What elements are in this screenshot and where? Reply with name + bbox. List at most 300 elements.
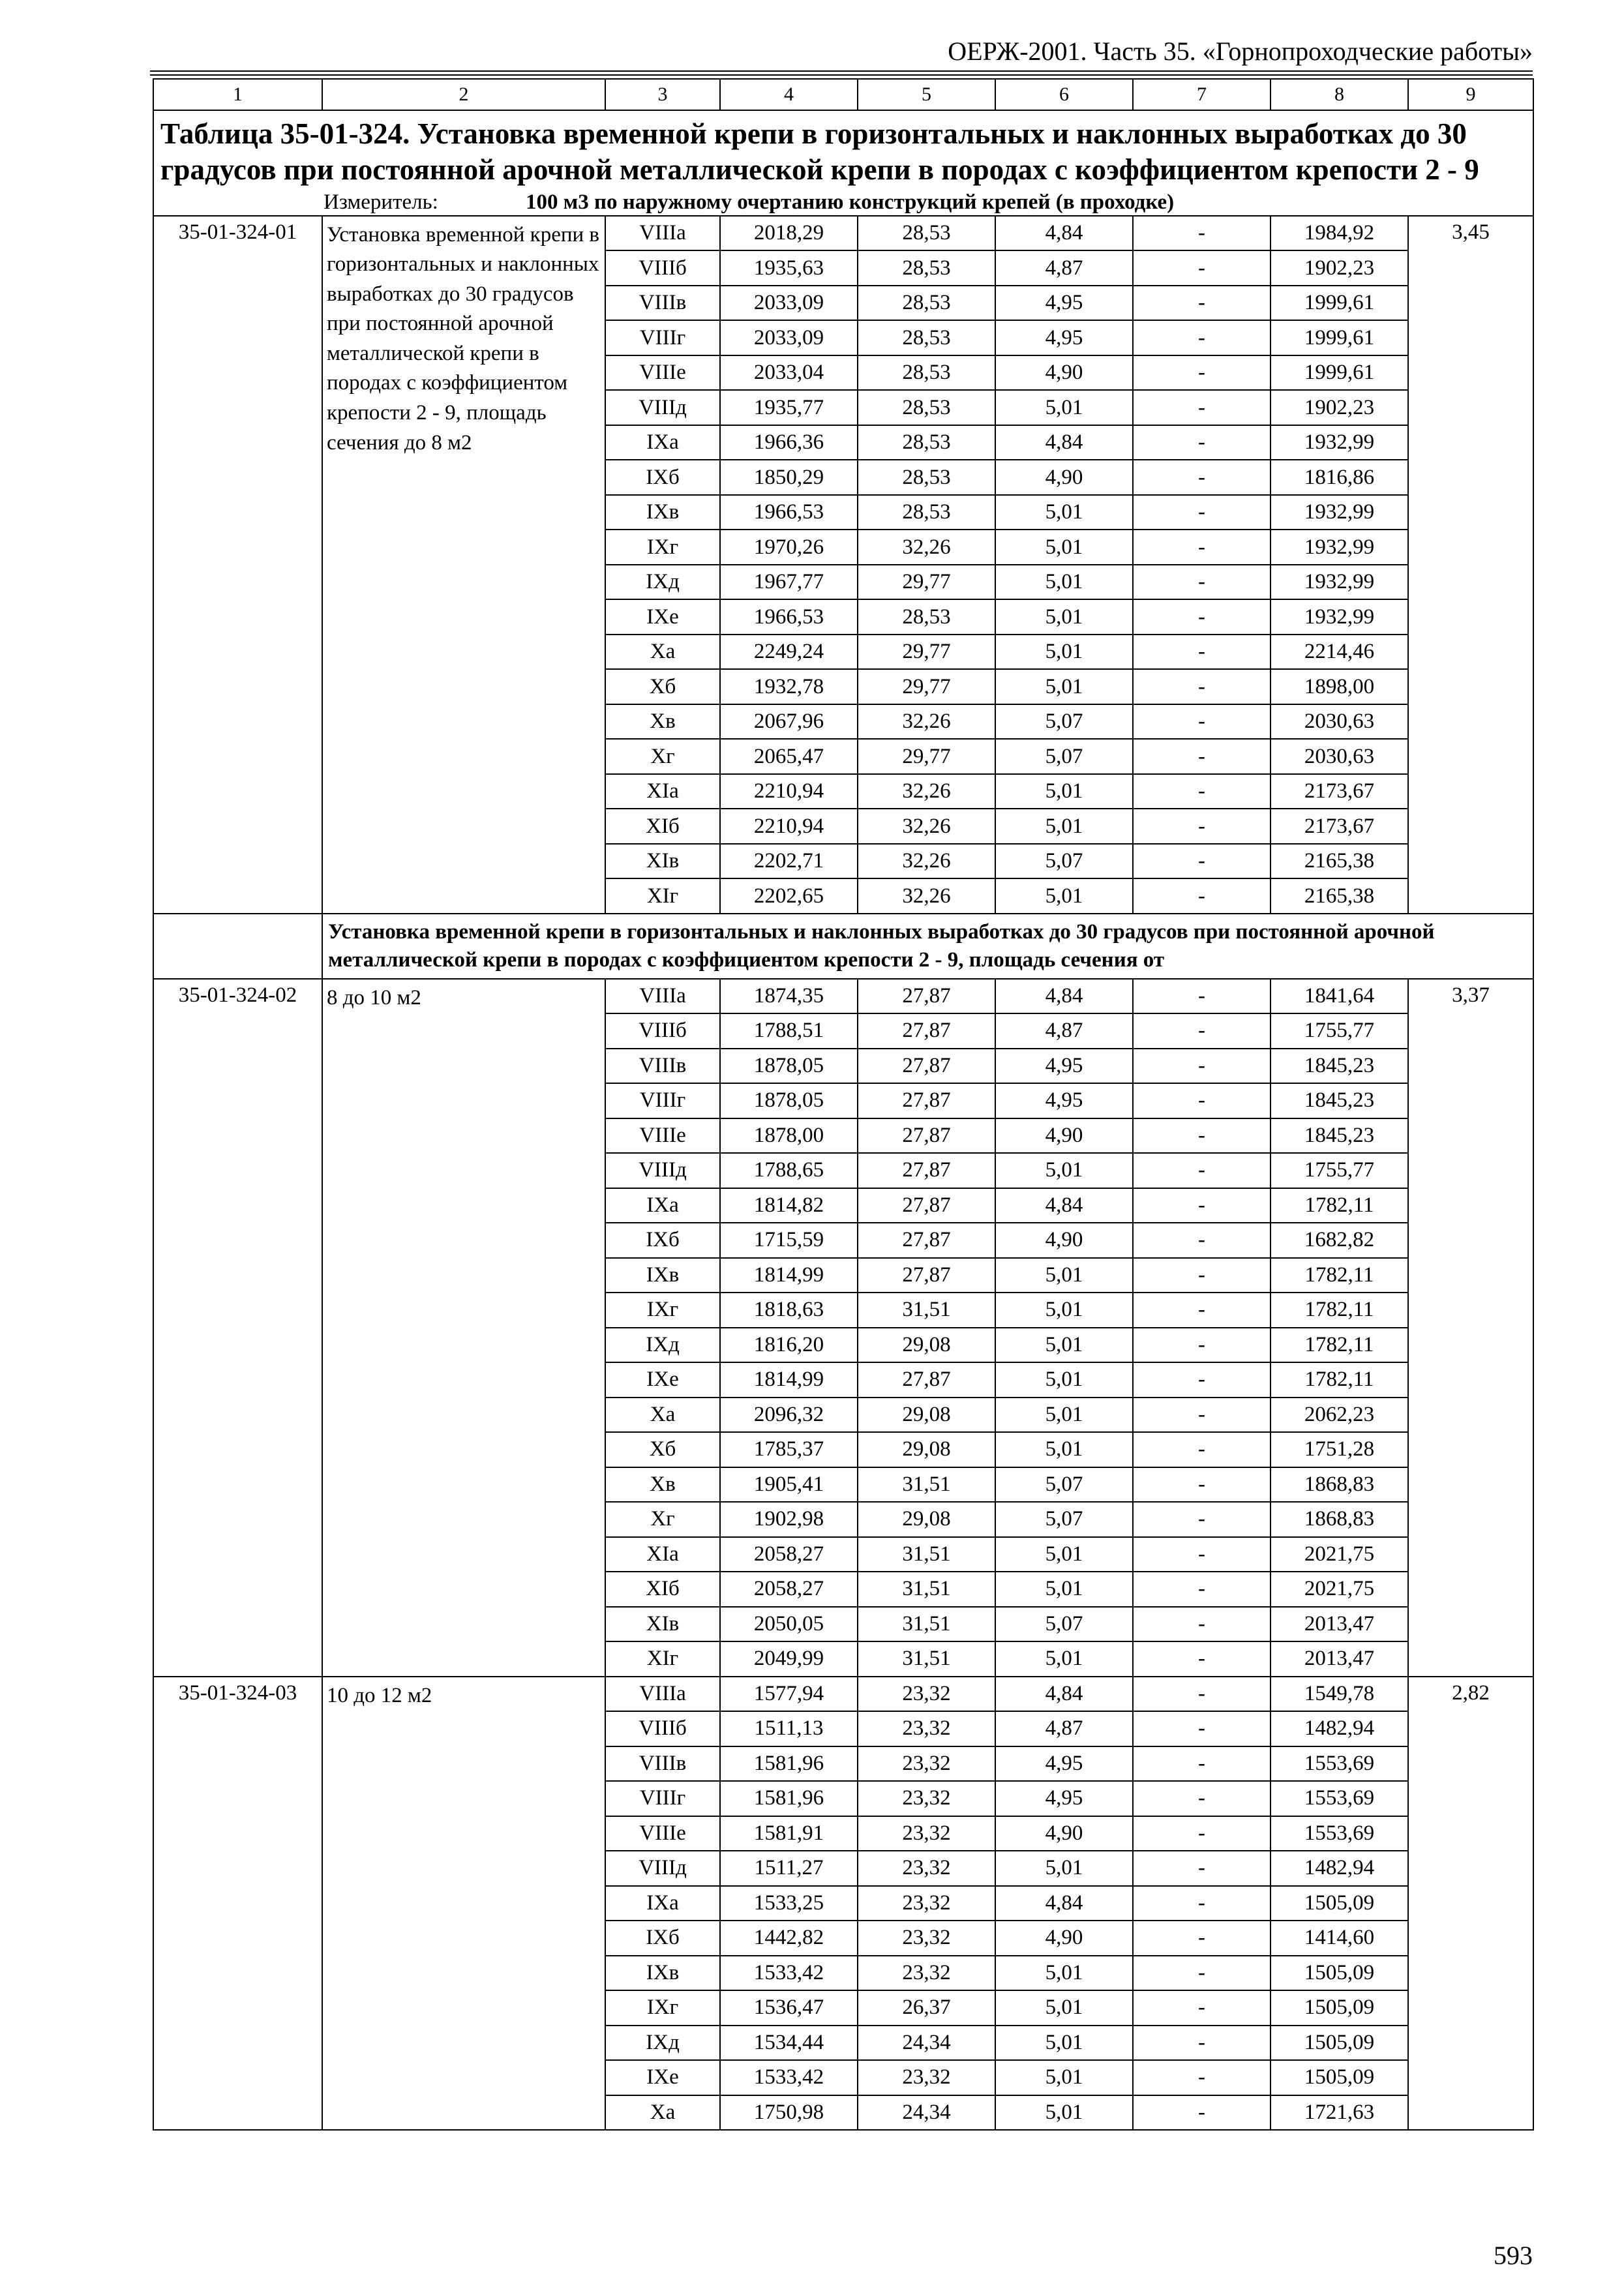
driver-wages: -	[1133, 1467, 1271, 1503]
machine-cost: 5,01	[995, 1641, 1133, 1677]
rock-category: XIа	[605, 774, 720, 809]
rate-description: Установка временной крепи в горизонтальных и наклонных выработках до 30 градусов при постоянной арочной металлической крепи в породах с коэффициентом крепости 2 - 9, площадь сечения до 8 м2	[322, 216, 605, 914]
rock-category: Xа	[605, 1398, 720, 1433]
total-cost: 1902,98	[720, 1502, 858, 1537]
labor-coef: 3,37	[1408, 979, 1533, 1677]
materials-cost: 2013,47	[1271, 1607, 1408, 1642]
machine-cost: 5,01	[995, 1258, 1133, 1293]
total-cost: 1878,00	[720, 1118, 858, 1154]
column-number: 4	[720, 79, 858, 110]
rock-category: Xв	[605, 704, 720, 740]
materials-cost: 1782,11	[1271, 1328, 1408, 1363]
column-number: 7	[1133, 79, 1271, 110]
rock-category: Xб	[605, 669, 720, 704]
machine-cost: 5,01	[995, 530, 1133, 565]
rock-category: IXб	[605, 1921, 720, 1956]
machine-cost: 4,90	[995, 1816, 1133, 1851]
wages: 32,26	[858, 530, 995, 565]
page-header: ОЕРЖ-2001. Часть 35. «Горнопроходческие работы»	[948, 37, 1533, 66]
materials-cost: 1999,61	[1271, 286, 1408, 321]
materials-cost: 2013,47	[1271, 1641, 1408, 1677]
machine-cost: 4,87	[995, 1711, 1133, 1746]
driver-wages: -	[1133, 390, 1271, 425]
total-cost: 1581,91	[720, 1816, 858, 1851]
total-cost: 1715,59	[720, 1223, 858, 1258]
driver-wages: -	[1133, 1153, 1271, 1188]
materials-cost: 2165,38	[1271, 878, 1408, 914]
wages: 29,08	[858, 1328, 995, 1363]
wages: 23,32	[858, 1921, 995, 1956]
total-cost: 1967,77	[720, 565, 858, 600]
machine-cost: 5,01	[995, 1153, 1133, 1188]
column-number: 8	[1271, 79, 1408, 110]
wages: 27,87	[858, 1118, 995, 1154]
machine-cost: 5,01	[995, 669, 1133, 704]
rock-category: VIIIг	[605, 1781, 720, 1816]
machine-cost: 4,87	[995, 1013, 1133, 1049]
driver-wages: -	[1133, 425, 1271, 460]
total-cost: 2049,99	[720, 1641, 858, 1677]
materials-cost: 1868,83	[1271, 1502, 1408, 1537]
rock-category: VIIIв	[605, 1049, 720, 1084]
driver-wages: -	[1133, 1607, 1271, 1642]
wages: 29,77	[858, 565, 995, 600]
machine-cost: 5,01	[995, 1328, 1133, 1363]
machine-cost: 5,01	[995, 1362, 1133, 1398]
wages: 31,51	[858, 1293, 995, 1328]
column-number: 3	[605, 79, 720, 110]
machine-cost: 4,90	[995, 460, 1133, 495]
machine-cost: 4,95	[995, 1083, 1133, 1118]
wages: 28,53	[858, 425, 995, 460]
total-cost: 1788,65	[720, 1153, 858, 1188]
rock-category: IXе	[605, 599, 720, 635]
driver-wages: -	[1133, 460, 1271, 495]
column-numbers-row	[153, 79, 1533, 110]
wages: 27,87	[858, 1049, 995, 1084]
machine-cost: 4,95	[995, 320, 1133, 355]
driver-wages: -	[1133, 250, 1271, 286]
total-cost: 1534,44	[720, 2026, 858, 2061]
wages: 24,34	[858, 2026, 995, 2061]
total-cost: 1935,77	[720, 390, 858, 425]
materials-cost: 2030,63	[1271, 739, 1408, 774]
wages: 32,26	[858, 774, 995, 809]
section-heading: Установка временной крепи в горизонтальных и наклонных выработках до 30 градусов при постоянной арочной металлической крепи в породах с коэффициентом крепости 2 - 9, площадь сечения от	[322, 914, 1533, 979]
machine-cost: 5,01	[995, 2026, 1133, 2061]
total-cost: 1814,82	[720, 1188, 858, 1223]
wages: 23,32	[858, 1956, 995, 1991]
wages: 28,53	[858, 355, 995, 391]
total-cost: 2210,94	[720, 774, 858, 809]
rock-category: Xа	[605, 635, 720, 670]
table-title: Таблица 35-01-324. Установка временной крепи в горизонтальных и наклонных выработках до 30 градусов при постоянной арочной металлической крепи в породах с коэффициентом крепости 2 - 9	[153, 110, 1533, 190]
rock-category: IXб	[605, 460, 720, 495]
rate-description: 8 до 10 м2	[322, 979, 605, 1677]
materials-cost: 1902,23	[1271, 250, 1408, 286]
driver-wages: -	[1133, 1746, 1271, 1782]
rock-category: VIIIе	[605, 355, 720, 391]
rock-category: VIIIб	[605, 250, 720, 286]
total-cost: 1874,35	[720, 979, 858, 1014]
rock-category: IXд	[605, 1328, 720, 1363]
materials-cost: 1902,23	[1271, 390, 1408, 425]
total-cost: 2058,27	[720, 1572, 858, 1607]
materials-cost: 1755,77	[1271, 1153, 1408, 1188]
driver-wages: -	[1133, 1921, 1271, 1956]
materials-cost: 1932,99	[1271, 495, 1408, 530]
table-row	[153, 1677, 1533, 1712]
rock-category: Xг	[605, 1502, 720, 1537]
wages: 27,87	[858, 1013, 995, 1049]
rates-table	[153, 78, 1534, 2131]
driver-wages: -	[1133, 1049, 1271, 1084]
driver-wages: -	[1133, 1502, 1271, 1537]
materials-cost: 1932,99	[1271, 599, 1408, 635]
materials-cost: 1845,23	[1271, 1118, 1408, 1154]
machine-cost: 5,07	[995, 1467, 1133, 1503]
driver-wages: -	[1133, 530, 1271, 565]
machine-cost: 4,95	[995, 1049, 1133, 1084]
machine-cost: 5,01	[995, 390, 1133, 425]
materials-cost: 2021,75	[1271, 1572, 1408, 1607]
machine-cost: 5,01	[995, 1432, 1133, 1467]
rock-category: VIIIа	[605, 216, 720, 251]
machine-cost: 5,01	[995, 1572, 1133, 1607]
materials-cost: 1549,78	[1271, 1677, 1408, 1712]
wages: 31,51	[858, 1537, 995, 1572]
rock-category: VIIIд	[605, 1153, 720, 1188]
rock-category: VIIIа	[605, 979, 720, 1014]
machine-cost: 4,84	[995, 1886, 1133, 1921]
rate-description: 10 до 12 м2	[322, 1677, 605, 2131]
driver-wages: -	[1133, 979, 1271, 1014]
rock-category: Xб	[605, 1432, 720, 1467]
driver-wages: -	[1133, 1641, 1271, 1677]
total-cost: 2249,24	[720, 635, 858, 670]
driver-wages: -	[1133, 1258, 1271, 1293]
wages: 31,51	[858, 1467, 995, 1503]
column-number: 1	[153, 79, 322, 110]
wages: 27,87	[858, 1153, 995, 1188]
materials-cost: 1505,09	[1271, 2060, 1408, 2095]
materials-cost: 1553,69	[1271, 1746, 1408, 1782]
rock-category: VIIIб	[605, 1013, 720, 1049]
wages: 27,87	[858, 1258, 995, 1293]
rock-category: VIIIг	[605, 1083, 720, 1118]
machine-cost: 5,01	[995, 1851, 1133, 1886]
total-cost: 1577,94	[720, 1677, 858, 1712]
total-cost: 1966,36	[720, 425, 858, 460]
driver-wages: -	[1133, 1432, 1271, 1467]
measure-label: Измеритель:	[323, 190, 438, 215]
materials-cost: 1414,60	[1271, 1921, 1408, 1956]
page-number: 593	[1494, 2241, 1533, 2270]
title-row	[153, 110, 1533, 190]
driver-wages: -	[1133, 1990, 1271, 2026]
wages: 26,37	[858, 1990, 995, 2026]
wages: 29,08	[858, 1432, 995, 1467]
materials-cost: 2214,46	[1271, 635, 1408, 670]
materials-cost: 1816,86	[1271, 460, 1408, 495]
rock-category: Xг	[605, 739, 720, 774]
machine-cost: 4,95	[995, 1781, 1133, 1816]
rate-code: 35-01-324-01	[153, 216, 322, 914]
driver-wages: -	[1133, 355, 1271, 391]
wages: 28,53	[858, 390, 995, 425]
total-cost: 2065,47	[720, 739, 858, 774]
rock-category: VIIIе	[605, 1816, 720, 1851]
total-cost: 1533,42	[720, 1956, 858, 1991]
rate-code: 35-01-324-02	[153, 979, 322, 1677]
rock-category: IXв	[605, 1956, 720, 1991]
wages: 23,32	[858, 1816, 995, 1851]
driver-wages: -	[1133, 1362, 1271, 1398]
rock-category: Xв	[605, 1467, 720, 1503]
driver-wages: -	[1133, 495, 1271, 530]
total-cost: 1750,98	[720, 2095, 858, 2131]
materials-cost: 1505,09	[1271, 1990, 1408, 2026]
rock-category: XIб	[605, 1572, 720, 1607]
materials-cost: 1482,94	[1271, 1851, 1408, 1886]
materials-cost: 1755,77	[1271, 1013, 1408, 1049]
total-cost: 2096,32	[720, 1398, 858, 1433]
machine-cost: 5,01	[995, 1537, 1133, 1572]
materials-cost: 2030,63	[1271, 704, 1408, 740]
driver-wages: -	[1133, 1398, 1271, 1433]
driver-wages: -	[1133, 1816, 1271, 1851]
wages: 29,08	[858, 1502, 995, 1537]
wages: 28,53	[858, 599, 995, 635]
total-cost: 2050,05	[720, 1607, 858, 1642]
labor-coef: 2,82	[1408, 1677, 1533, 2131]
column-number: 9	[1408, 79, 1533, 110]
wages: 32,26	[858, 809, 995, 844]
materials-cost: 1782,11	[1271, 1188, 1408, 1223]
measure-row	[153, 190, 1533, 216]
rock-category: IXв	[605, 495, 720, 530]
total-cost: 1536,47	[720, 1990, 858, 2026]
wages: 32,26	[858, 704, 995, 740]
rock-category: XIб	[605, 809, 720, 844]
machine-cost: 4,90	[995, 355, 1133, 391]
total-cost: 1878,05	[720, 1049, 858, 1084]
driver-wages: -	[1133, 1781, 1271, 1816]
total-cost: 1905,41	[720, 1467, 858, 1503]
driver-wages: -	[1133, 565, 1271, 600]
column-number: 2	[322, 79, 605, 110]
wages: 28,53	[858, 250, 995, 286]
rock-category: IXе	[605, 1362, 720, 1398]
wages: 23,32	[858, 1886, 995, 1921]
total-cost: 2058,27	[720, 1537, 858, 1572]
total-cost: 2018,29	[720, 216, 858, 251]
machine-cost: 4,84	[995, 979, 1133, 1014]
wages: 29,77	[858, 739, 995, 774]
wages: 24,34	[858, 2095, 995, 2131]
rock-category: IXд	[605, 2026, 720, 2061]
wages: 28,53	[858, 460, 995, 495]
driver-wages: -	[1133, 1118, 1271, 1154]
machine-cost: 5,01	[995, 809, 1133, 844]
driver-wages: -	[1133, 599, 1271, 635]
empty-cell	[153, 914, 322, 979]
machine-cost: 4,84	[995, 1677, 1133, 1712]
total-cost: 1850,29	[720, 460, 858, 495]
driver-wages: -	[1133, 1083, 1271, 1118]
driver-wages: -	[1133, 216, 1271, 251]
total-cost: 2033,09	[720, 320, 858, 355]
driver-wages: -	[1133, 809, 1271, 844]
machine-cost: 5,07	[995, 844, 1133, 879]
wages: 27,87	[858, 1362, 995, 1398]
machine-cost: 4,84	[995, 425, 1133, 460]
rock-category: Xа	[605, 2095, 720, 2131]
machine-cost: 4,84	[995, 1188, 1133, 1223]
driver-wages: -	[1133, 2026, 1271, 2061]
machine-cost: 5,07	[995, 739, 1133, 774]
rock-category: XIа	[605, 1537, 720, 1572]
rock-category: IXа	[605, 425, 720, 460]
rock-category: IXа	[605, 1886, 720, 1921]
materials-cost: 1505,09	[1271, 1956, 1408, 1991]
materials-cost: 1932,99	[1271, 565, 1408, 600]
machine-cost: 4,95	[995, 286, 1133, 321]
driver-wages: -	[1133, 1537, 1271, 1572]
total-cost: 1818,63	[720, 1293, 858, 1328]
column-number: 6	[995, 79, 1133, 110]
materials-cost: 1845,23	[1271, 1049, 1408, 1084]
materials-cost: 1482,94	[1271, 1711, 1408, 1746]
machine-cost: 5,07	[995, 1607, 1133, 1642]
rock-category: XIв	[605, 1607, 720, 1642]
total-cost: 1878,05	[720, 1083, 858, 1118]
wages: 29,77	[858, 669, 995, 704]
machine-cost: 5,01	[995, 599, 1133, 635]
materials-cost: 1553,69	[1271, 1781, 1408, 1816]
driver-wages: -	[1133, 2060, 1271, 2095]
wages: 27,87	[858, 1188, 995, 1223]
total-cost: 1581,96	[720, 1746, 858, 1782]
materials-cost: 1751,28	[1271, 1432, 1408, 1467]
total-cost: 1533,42	[720, 2060, 858, 2095]
rock-category: IXг	[605, 1293, 720, 1328]
machine-cost: 4,87	[995, 250, 1133, 286]
wages: 29,08	[858, 1398, 995, 1433]
wages: 23,32	[858, 1746, 995, 1782]
rock-category: VIIIг	[605, 320, 720, 355]
driver-wages: -	[1133, 739, 1271, 774]
rock-category: IXе	[605, 2060, 720, 2095]
wages: 23,32	[858, 1677, 995, 1712]
rock-category: VIIIб	[605, 1711, 720, 1746]
rock-category: IXг	[605, 530, 720, 565]
driver-wages: -	[1133, 1886, 1271, 1921]
total-cost: 1814,99	[720, 1258, 858, 1293]
machine-cost: 4,90	[995, 1223, 1133, 1258]
machine-cost: 5,01	[995, 1956, 1133, 1991]
machine-cost: 5,01	[995, 1398, 1133, 1433]
materials-cost: 2165,38	[1271, 844, 1408, 879]
materials-cost: 2173,67	[1271, 774, 1408, 809]
wages: 31,51	[858, 1607, 995, 1642]
materials-cost: 1553,69	[1271, 1816, 1408, 1851]
driver-wages: -	[1133, 635, 1271, 670]
wages: 32,26	[858, 878, 995, 914]
header-rule	[150, 70, 1533, 76]
wages: 27,87	[858, 1083, 995, 1118]
rock-category: XIг	[605, 1641, 720, 1677]
total-cost: 1442,82	[720, 1921, 858, 1956]
materials-cost: 1868,83	[1271, 1467, 1408, 1503]
driver-wages: -	[1133, 1572, 1271, 1607]
total-cost: 1511,13	[720, 1711, 858, 1746]
rate-code: 35-01-324-03	[153, 1677, 322, 2131]
total-cost: 1970,26	[720, 530, 858, 565]
wages: 31,51	[858, 1641, 995, 1677]
driver-wages: -	[1133, 1711, 1271, 1746]
labor-coef: 3,45	[1408, 216, 1533, 914]
rock-category: IXг	[605, 1990, 720, 2026]
wages: 31,51	[858, 1572, 995, 1607]
wages: 27,87	[858, 979, 995, 1014]
machine-cost: 5,01	[995, 2060, 1133, 2095]
total-cost: 1966,53	[720, 495, 858, 530]
rock-category: VIIIд	[605, 1851, 720, 1886]
driver-wages: -	[1133, 1328, 1271, 1363]
driver-wages: -	[1133, 286, 1271, 321]
driver-wages: -	[1133, 1677, 1271, 1712]
materials-cost: 1505,09	[1271, 1886, 1408, 1921]
machine-cost: 4,90	[995, 1921, 1133, 1956]
total-cost: 1785,37	[720, 1432, 858, 1467]
materials-cost: 1984,92	[1271, 216, 1408, 251]
driver-wages: -	[1133, 1293, 1271, 1328]
rock-category: IXа	[605, 1188, 720, 1223]
wages: 28,53	[858, 216, 995, 251]
table-row	[153, 216, 1533, 251]
wages: 23,32	[858, 1851, 995, 1886]
wages: 23,32	[858, 1711, 995, 1746]
rock-category: VIIIв	[605, 286, 720, 321]
wages: 23,32	[858, 1781, 995, 1816]
total-cost: 1788,51	[720, 1013, 858, 1049]
total-cost: 1511,27	[720, 1851, 858, 1886]
machine-cost: 5,01	[995, 565, 1133, 600]
materials-cost: 1505,09	[1271, 2026, 1408, 2061]
machine-cost: 5,07	[995, 1502, 1133, 1537]
materials-cost: 1932,99	[1271, 530, 1408, 565]
materials-cost: 2173,67	[1271, 809, 1408, 844]
materials-cost: 1898,00	[1271, 669, 1408, 704]
column-number: 5	[858, 79, 995, 110]
materials-cost: 1782,11	[1271, 1258, 1408, 1293]
rock-category: IXв	[605, 1258, 720, 1293]
driver-wages: -	[1133, 1956, 1271, 1991]
machine-cost: 5,01	[995, 2095, 1133, 2131]
total-cost: 1932,78	[720, 669, 858, 704]
measure-value: 100 м3 по наружному очертанию конструкций крепей (в проходке)	[526, 190, 1175, 215]
rock-category: VIIIд	[605, 390, 720, 425]
machine-cost: 5,07	[995, 704, 1133, 740]
total-cost: 1814,99	[720, 1362, 858, 1398]
rock-category: VIIIа	[605, 1677, 720, 1712]
section-heading-row	[153, 914, 1533, 979]
driver-wages: -	[1133, 2095, 1271, 2131]
driver-wages: -	[1133, 774, 1271, 809]
materials-cost: 1845,23	[1271, 1083, 1408, 1118]
machine-cost: 4,84	[995, 216, 1133, 251]
